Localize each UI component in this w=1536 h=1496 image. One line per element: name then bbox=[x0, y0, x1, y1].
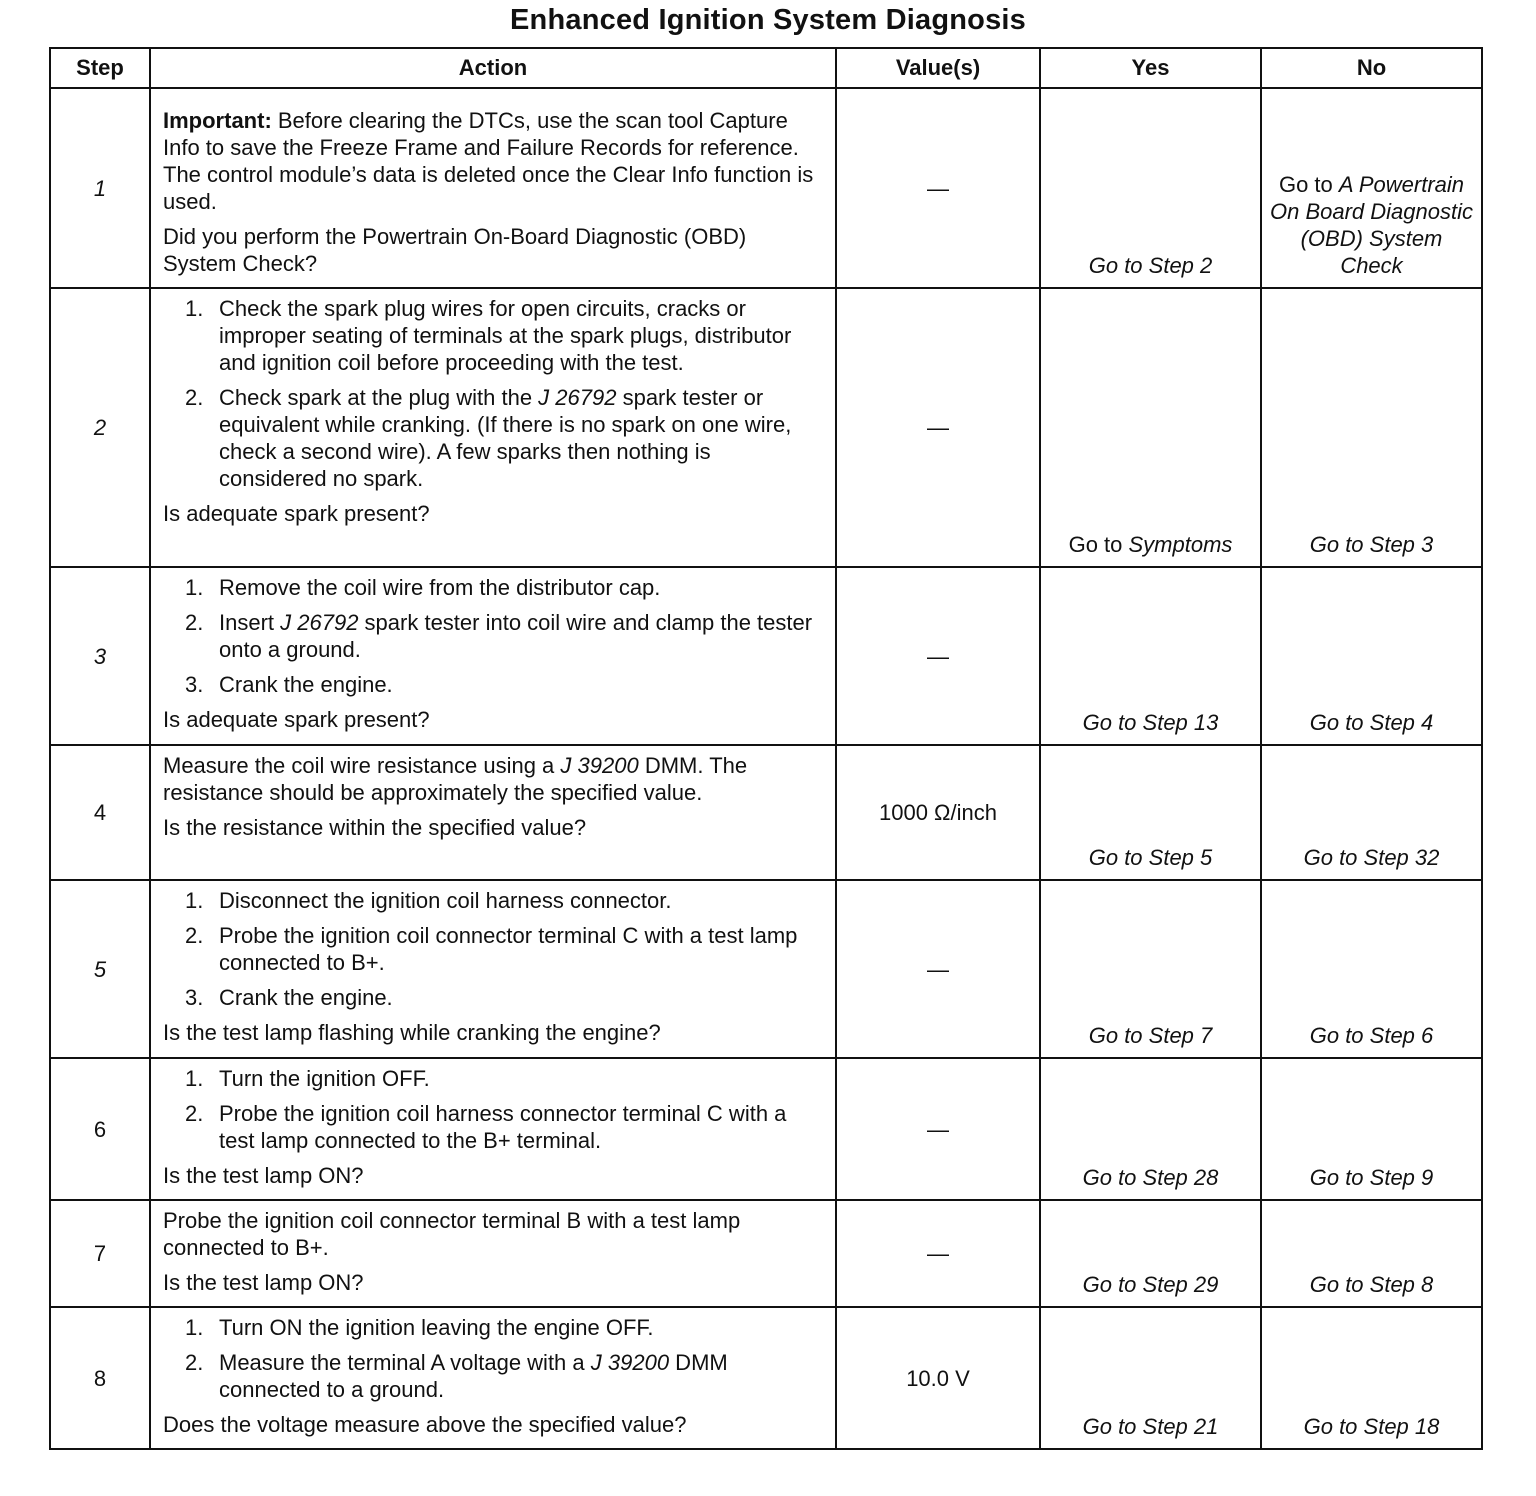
list-item-number: 3. bbox=[185, 985, 204, 1010]
step-number: 6 bbox=[50, 1058, 150, 1200]
value-cell: — bbox=[836, 1200, 1040, 1307]
list-item-text: Probe the ignition coil connector terminal C with a test lamp connected to B+. bbox=[219, 923, 798, 975]
no-result: Go to Step 18 bbox=[1261, 1307, 1482, 1449]
question: Is the resistance within the specified value? bbox=[163, 815, 587, 840]
yes-result: Go to Step 29 bbox=[1040, 1200, 1261, 1307]
value-cell: — bbox=[836, 880, 1040, 1058]
yes-result: Go to Step 21 bbox=[1040, 1307, 1261, 1449]
action-cell bbox=[150, 88, 836, 288]
table-row-step-1 bbox=[50, 88, 1482, 288]
yes-result: Go to Step 7 bbox=[1040, 880, 1261, 1058]
important-note bbox=[163, 107, 823, 215]
action-list bbox=[163, 574, 823, 698]
question: Is adequate spark present? bbox=[163, 707, 430, 732]
column-header-no: No bbox=[1261, 48, 1482, 88]
yes-result bbox=[1040, 288, 1261, 567]
list-item-number: 1. bbox=[185, 888, 204, 913]
list-item bbox=[163, 984, 823, 1011]
step-number: 1 bbox=[50, 88, 150, 288]
list-item bbox=[163, 1314, 823, 1341]
action-text bbox=[163, 752, 823, 806]
no-result-prefix: Go to bbox=[1278, 172, 1339, 197]
step-number: 3 bbox=[50, 567, 150, 745]
table-row-step-6 bbox=[50, 1058, 1482, 1200]
important-text: Before clearing the DTCs, use the scan tool Capture Info to save the Freeze Frame and Failure Records for reference. The control module’s data is deleted once the Clear Info function is used. bbox=[163, 108, 814, 214]
table-row-step-7 bbox=[50, 1200, 1482, 1307]
list-item bbox=[163, 922, 823, 976]
yes-result: Go to Step 2 bbox=[1040, 88, 1261, 288]
table-row-step-5 bbox=[50, 880, 1482, 1058]
list-item-text: Crank the engine. bbox=[219, 985, 393, 1010]
value-cell: — bbox=[836, 1058, 1040, 1200]
list-item-number: 1. bbox=[185, 1066, 204, 1091]
tool-reference: J 26792 bbox=[538, 385, 617, 410]
table-row-step-2 bbox=[50, 288, 1482, 567]
list-item-text: Remove the coil wire from the distributor cap. bbox=[219, 575, 661, 600]
list-item-number: 1. bbox=[185, 1315, 204, 1340]
question: Is adequate spark present? bbox=[163, 501, 430, 526]
value-cell: — bbox=[836, 288, 1040, 567]
question: Is the test lamp ON? bbox=[163, 1270, 364, 1295]
value-cell: 10.0 V bbox=[836, 1307, 1040, 1449]
column-header-action: Action bbox=[150, 48, 836, 88]
list-item bbox=[163, 1349, 823, 1403]
list-item-text: Turn the ignition OFF. bbox=[219, 1066, 430, 1091]
list-item-number: 3. bbox=[185, 672, 204, 697]
table-header-row bbox=[50, 48, 1482, 88]
important-label: Important: bbox=[163, 108, 272, 133]
action-text-part: Measure the coil wire resistance using a bbox=[163, 753, 561, 778]
list-item bbox=[163, 295, 823, 376]
value-cell: — bbox=[836, 88, 1040, 288]
list-item bbox=[163, 671, 823, 698]
tool-reference: J 39200 bbox=[560, 753, 639, 778]
list-item-number: 2. bbox=[185, 923, 204, 948]
list-item bbox=[163, 609, 823, 663]
step-number: 5 bbox=[50, 880, 150, 1058]
yes-result: Go to Step 28 bbox=[1040, 1058, 1261, 1200]
list-item bbox=[163, 1065, 823, 1092]
action-list bbox=[163, 1065, 823, 1154]
question: Is the test lamp ON? bbox=[163, 1163, 364, 1188]
step-number: 8 bbox=[50, 1307, 150, 1449]
action-cell bbox=[150, 1058, 836, 1200]
list-item-text: DMM connected to a ground. bbox=[219, 1350, 728, 1402]
action-text-part: DMM. The resistance should be approximately the specified value. bbox=[163, 753, 748, 805]
list-item-text: Insert bbox=[219, 610, 281, 635]
action-cell bbox=[150, 880, 836, 1058]
list-item-text: spark tester into coil wire and clamp the tester onto a ground. bbox=[219, 610, 813, 662]
table-row-step-3 bbox=[50, 567, 1482, 745]
list-item-number: 1. bbox=[185, 575, 204, 600]
yes-result-reference: Symptoms bbox=[1128, 532, 1233, 557]
action-cell bbox=[150, 745, 836, 880]
action-text: Probe the ignition coil connector terminal B with a test lamp connected to B+. bbox=[163, 1208, 741, 1260]
yes-result: Go to Step 13 bbox=[1040, 567, 1261, 745]
step-number: 4 bbox=[50, 745, 150, 880]
list-item bbox=[163, 574, 823, 601]
no-result bbox=[1261, 88, 1482, 288]
question: Did you perform the Powertrain On-Board Diagnostic (OBD) System Check? bbox=[163, 224, 747, 276]
action-cell bbox=[150, 288, 836, 567]
question: Does the voltage measure above the specified value? bbox=[163, 1412, 687, 1437]
action-cell bbox=[150, 1200, 836, 1307]
page-title: Enhanced Ignition System Diagnosis bbox=[510, 4, 1026, 36]
list-item-text: Measure the terminal A voltage with a bbox=[219, 1350, 591, 1375]
list-item-number: 2. bbox=[185, 610, 204, 635]
no-result-reference: A Powertrain On Board Diagnostic (OBD) System Check bbox=[1270, 172, 1473, 278]
action-list bbox=[163, 1314, 823, 1403]
table-row-step-8 bbox=[50, 1307, 1482, 1449]
step-number: 2 bbox=[50, 288, 150, 567]
no-result: Go to Step 3 bbox=[1261, 288, 1482, 567]
list-item-text: Check spark at the plug with the bbox=[219, 385, 539, 410]
no-result: Go to Step 8 bbox=[1261, 1200, 1482, 1307]
no-result: Go to Step 4 bbox=[1261, 567, 1482, 745]
list-item-text: spark tester or equivalent while cranking. (If there is no spark on one wire, check a second wire). A few sparks then nothing is considered no spark. bbox=[219, 385, 792, 491]
column-header-step: Step bbox=[50, 48, 150, 88]
tool-reference: J 39200 bbox=[590, 1350, 670, 1375]
no-result: Go to Step 32 bbox=[1261, 745, 1482, 880]
list-item bbox=[163, 384, 823, 492]
list-item-number: 2. bbox=[185, 385, 204, 410]
list-item bbox=[163, 1100, 823, 1154]
list-item-text: Disconnect the ignition coil harness connector. bbox=[219, 888, 672, 913]
list-item-text: Check the spark plug wires for open circuits, cracks or improper seating of terminals at the spark plugs, distributor and ignition coil before proceeding with the test. bbox=[219, 296, 792, 375]
column-header-yes: Yes bbox=[1040, 48, 1261, 88]
diagnosis-table bbox=[49, 47, 1483, 1450]
action-cell bbox=[150, 567, 836, 745]
value-cell: — bbox=[836, 567, 1040, 745]
table-row-step-4 bbox=[50, 745, 1482, 880]
step-number: 7 bbox=[50, 1200, 150, 1307]
no-result: Go to Step 9 bbox=[1261, 1058, 1482, 1200]
yes-result: Go to Step 5 bbox=[1040, 745, 1261, 880]
no-result: Go to Step 6 bbox=[1261, 880, 1482, 1058]
action-list bbox=[163, 295, 823, 492]
list-item bbox=[163, 887, 823, 914]
action-cell bbox=[150, 1307, 836, 1449]
list-item-number: 1. bbox=[185, 296, 204, 321]
yes-result-prefix: Go to bbox=[1068, 532, 1129, 557]
list-item-number: 2. bbox=[185, 1350, 204, 1375]
column-header-values: Value(s) bbox=[836, 48, 1040, 88]
list-item-number: 2. bbox=[185, 1101, 204, 1126]
list-item-text: Turn ON the ignition leaving the engine OFF. bbox=[219, 1315, 654, 1340]
list-item-text: Crank the engine. bbox=[219, 672, 393, 697]
question: Is the test lamp flashing while cranking the engine? bbox=[163, 1020, 661, 1045]
value-cell: 1000 Ω/inch bbox=[836, 745, 1040, 880]
list-item-text: Probe the ignition coil harness connector terminal C with a test lamp connected to the B+ terminal. bbox=[219, 1101, 787, 1153]
tool-reference: J 26792 bbox=[280, 610, 359, 635]
action-list bbox=[163, 887, 823, 1011]
